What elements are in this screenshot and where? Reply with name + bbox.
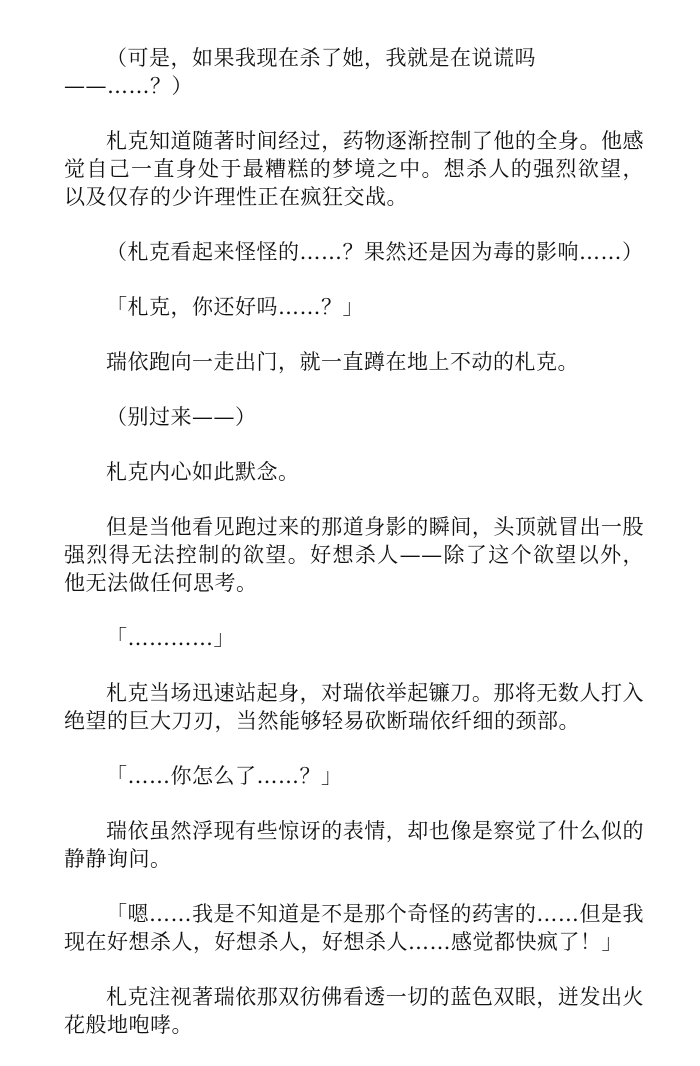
paragraph-2: 札克知道随著时间经过，药物逐渐控制了他的全身。他感觉自己一直身处于最糟糕的梦境之中。想杀人的强烈欲望，以及仅存的少许理性正在疯狂交战。	[64, 129, 644, 209]
paragraph-9: 「…………」	[106, 626, 235, 650]
paragraph-7: 札克内心如此默念。	[106, 460, 300, 484]
paragraph-14: 札克注视著瑞依那双彷佛看透一切的蓝色双眼，迸发出火花般地咆哮。	[64, 985, 644, 1037]
paragraph-1: （可是，如果我现在杀了她，我就是在说谎吗 ——……？）	[64, 46, 536, 98]
paragraph-12: 瑞依虽然浮现有些惊讶的表情，却也像是察觉了什么似的静静询问。	[64, 819, 644, 871]
paragraph-8: 但是当他看见跑过来的那道身影的瞬间，头顶就冒出一股强烈得无法控制的欲望。好想杀人——除了这个欲望以外，他无法做任何思考。	[64, 515, 644, 595]
paragraph-13: 「嗯……我是不知道是不是那个奇怪的药害的……但是我现在好想杀人，好想杀人，好想杀人……感觉都快疯了！」	[64, 902, 644, 954]
paragraph-6: （别过来——）	[106, 405, 257, 429]
paragraph-11: 「……你怎么了……？」	[106, 764, 343, 788]
novel-page	[64, 44, 644, 1066]
paragraph-5: 瑞依跑向一走出门，就一直蹲在地上不动的札克。	[106, 350, 579, 374]
paragraph-4: 「札克，你还好吗……？」	[106, 295, 364, 319]
paragraph-10: 札克当场迅速站起身，对瑞依举起镰刀。那将无数人打入绝望的巨大刀刃，当然能够轻易砍断瑞依纤细的颈部。	[64, 681, 644, 733]
paragraph-3: （札克看起来怪怪的……？果然还是因为毒的影响……）	[106, 240, 644, 264]
